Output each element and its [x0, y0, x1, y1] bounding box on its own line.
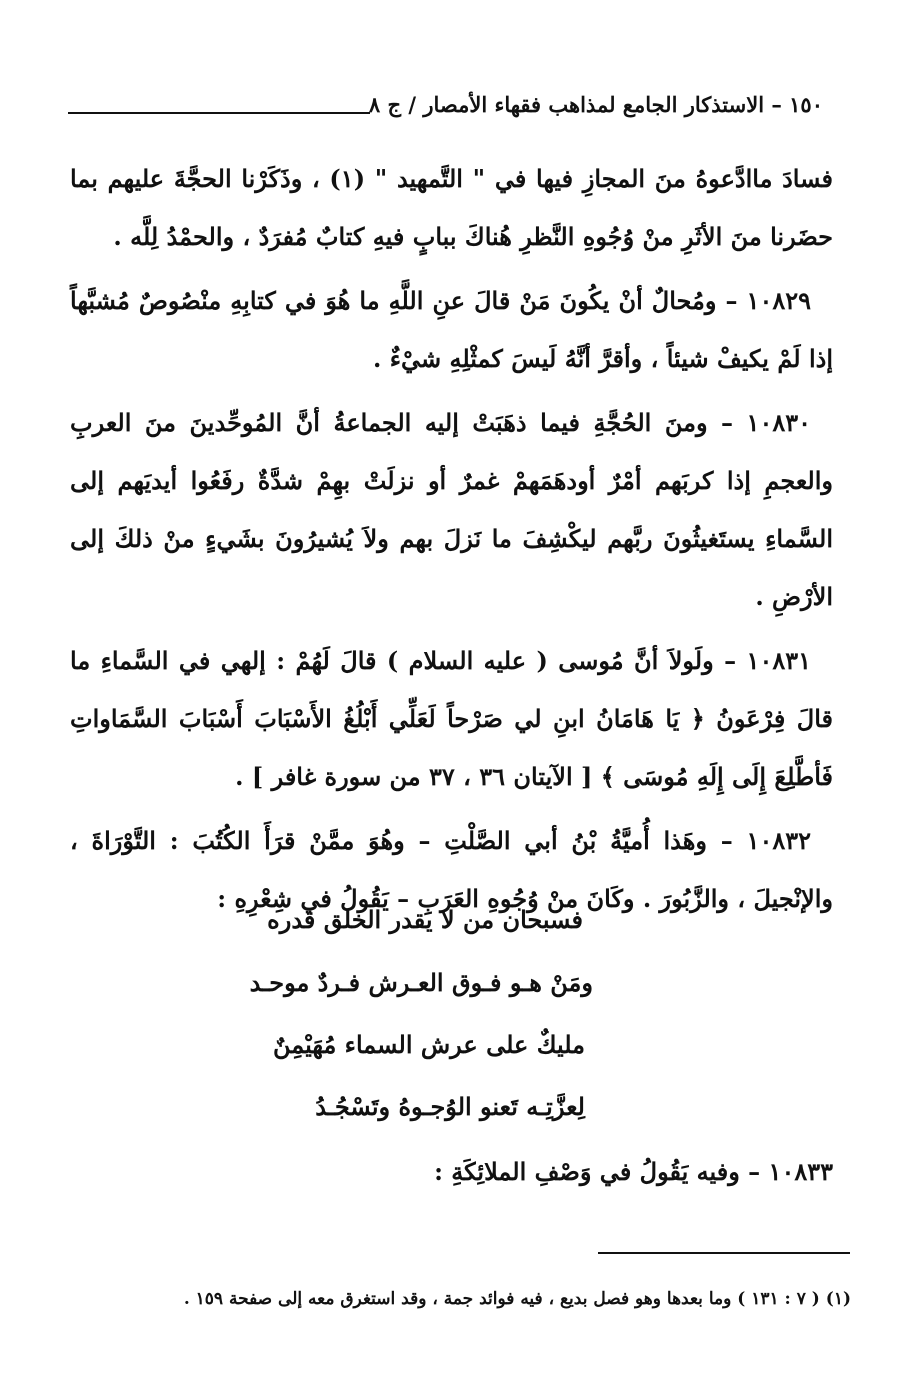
- paragraph: فسادَ ماادَّعوهُ منَ المجازِ فيها في " التَّمهيد " (١) ، وذَكَرْنا الحجَّةَ عليهم بما حضَرنا منَ الأثَرِ منْ وُجُوهِ النَّظرِ هُناكَ ببابٍ فيهِ كتابٌ مُفرَدٌ ، والحمْدُ لِلَّه .: [70, 164, 834, 251]
- paragraph: ١٠٨٢٩ – ومُحالٌ أنْ يكُونَ مَنْ قالَ عنِ اللَّهِ ما هُوَ في كتابِهِ منْصُوصٌ مُشبَّهاً إذا لَمْ يكيفْ شيئاً ، وأقرَّ أنَّهُ لَيسَ كمثْلِهِ شيْءٌ .: [70, 286, 833, 373]
- paragraph: ١٠٨٣٣ – وفيه يَقُولُ في وَصْفِ الملائِكَةِ :: [434, 1157, 833, 1186]
- poem-verse: ومَنْ هـو فـوق العـرش فـردٌ موحـد: [249, 968, 593, 997]
- poem-verse: لِعزَّتِـه تَعنو الوُجـوهُ وتَسْجُـدُ: [315, 1092, 585, 1121]
- poem-verse: مليكٌ على عرش السماء مُهَيْمِنٌ: [273, 1030, 585, 1059]
- header-rule: [68, 112, 370, 114]
- poem-verse: فسبحان من لا يقدر الخلق قدره: [267, 905, 583, 934]
- paragraph: ١٠٨٣١ – ولَولاَ أنَّ مُوسى ( عليه السلام ) قالَ لَهُمْ : إلهي في السَّماءِ ما قالَ فِرْعَونُ ﴿ يَا هَامَانُ ابنِ لي صَرْحاً لَعَلِّي أَبْلُغُ الأَسْبَابَ أَسْبَابَ السَّمَاواتِ فَأطَّلِعَ إِلَى إِلَهِ مُوسَى ﴾ [ الآيتان ٣٦ ، ٣٧ من سورة غافر ] .: [70, 646, 833, 791]
- paragraph: ١٠٨٣٠ – ومنَ الحُجَّةِ فيما ذهَبَتْ إليه الجماعةُ أنَّ المُوحِّدينَ منَ العربِ والعجمِ إذا كربَهم أمْرٌ أودهَمَهمْ غمرٌ أو نزلَتْ بهِمْ شدَّةٌ رفَعُوا أيديَهم إلى السَّماءِ يستَغيثُونَ ربَّهم ليكْشِفَ ما نَزلَ بهم ولاَ يُشيرُونَ بشَيءٍ منْ ذلكَ إلى الأرْضِ .: [70, 408, 833, 611]
- footnote-rule: [598, 1252, 850, 1254]
- running-header: ١٥٠ – الاستذكار الجامع لمذاهب فقهاء الأمصار / ج ٨: [368, 92, 823, 117]
- paragraph: ١٠٨٣٢ – وهَذا أُميَّةُ بْنُ أبي الصَّلْتِ – وهُوَ ممَّنْ قرَأَ الكُتُبَ : التَّوْرَاةَ ، والإنْجيلَ ، والزَّبُورَ . وكَانَ منْ وُجُوهِ العَرَبِ – يَقُولُ في شِعْرِهِ :: [70, 826, 833, 913]
- footnote: (١) ( ٧ : ١٣١ ) وما بعدها وهو فصل بديع ، فيه فوائد جمة ، وقد استغرق معه إلى صفحة ١٥٩ .: [183, 1289, 851, 1309]
- page-body: [70, 150, 833, 934]
